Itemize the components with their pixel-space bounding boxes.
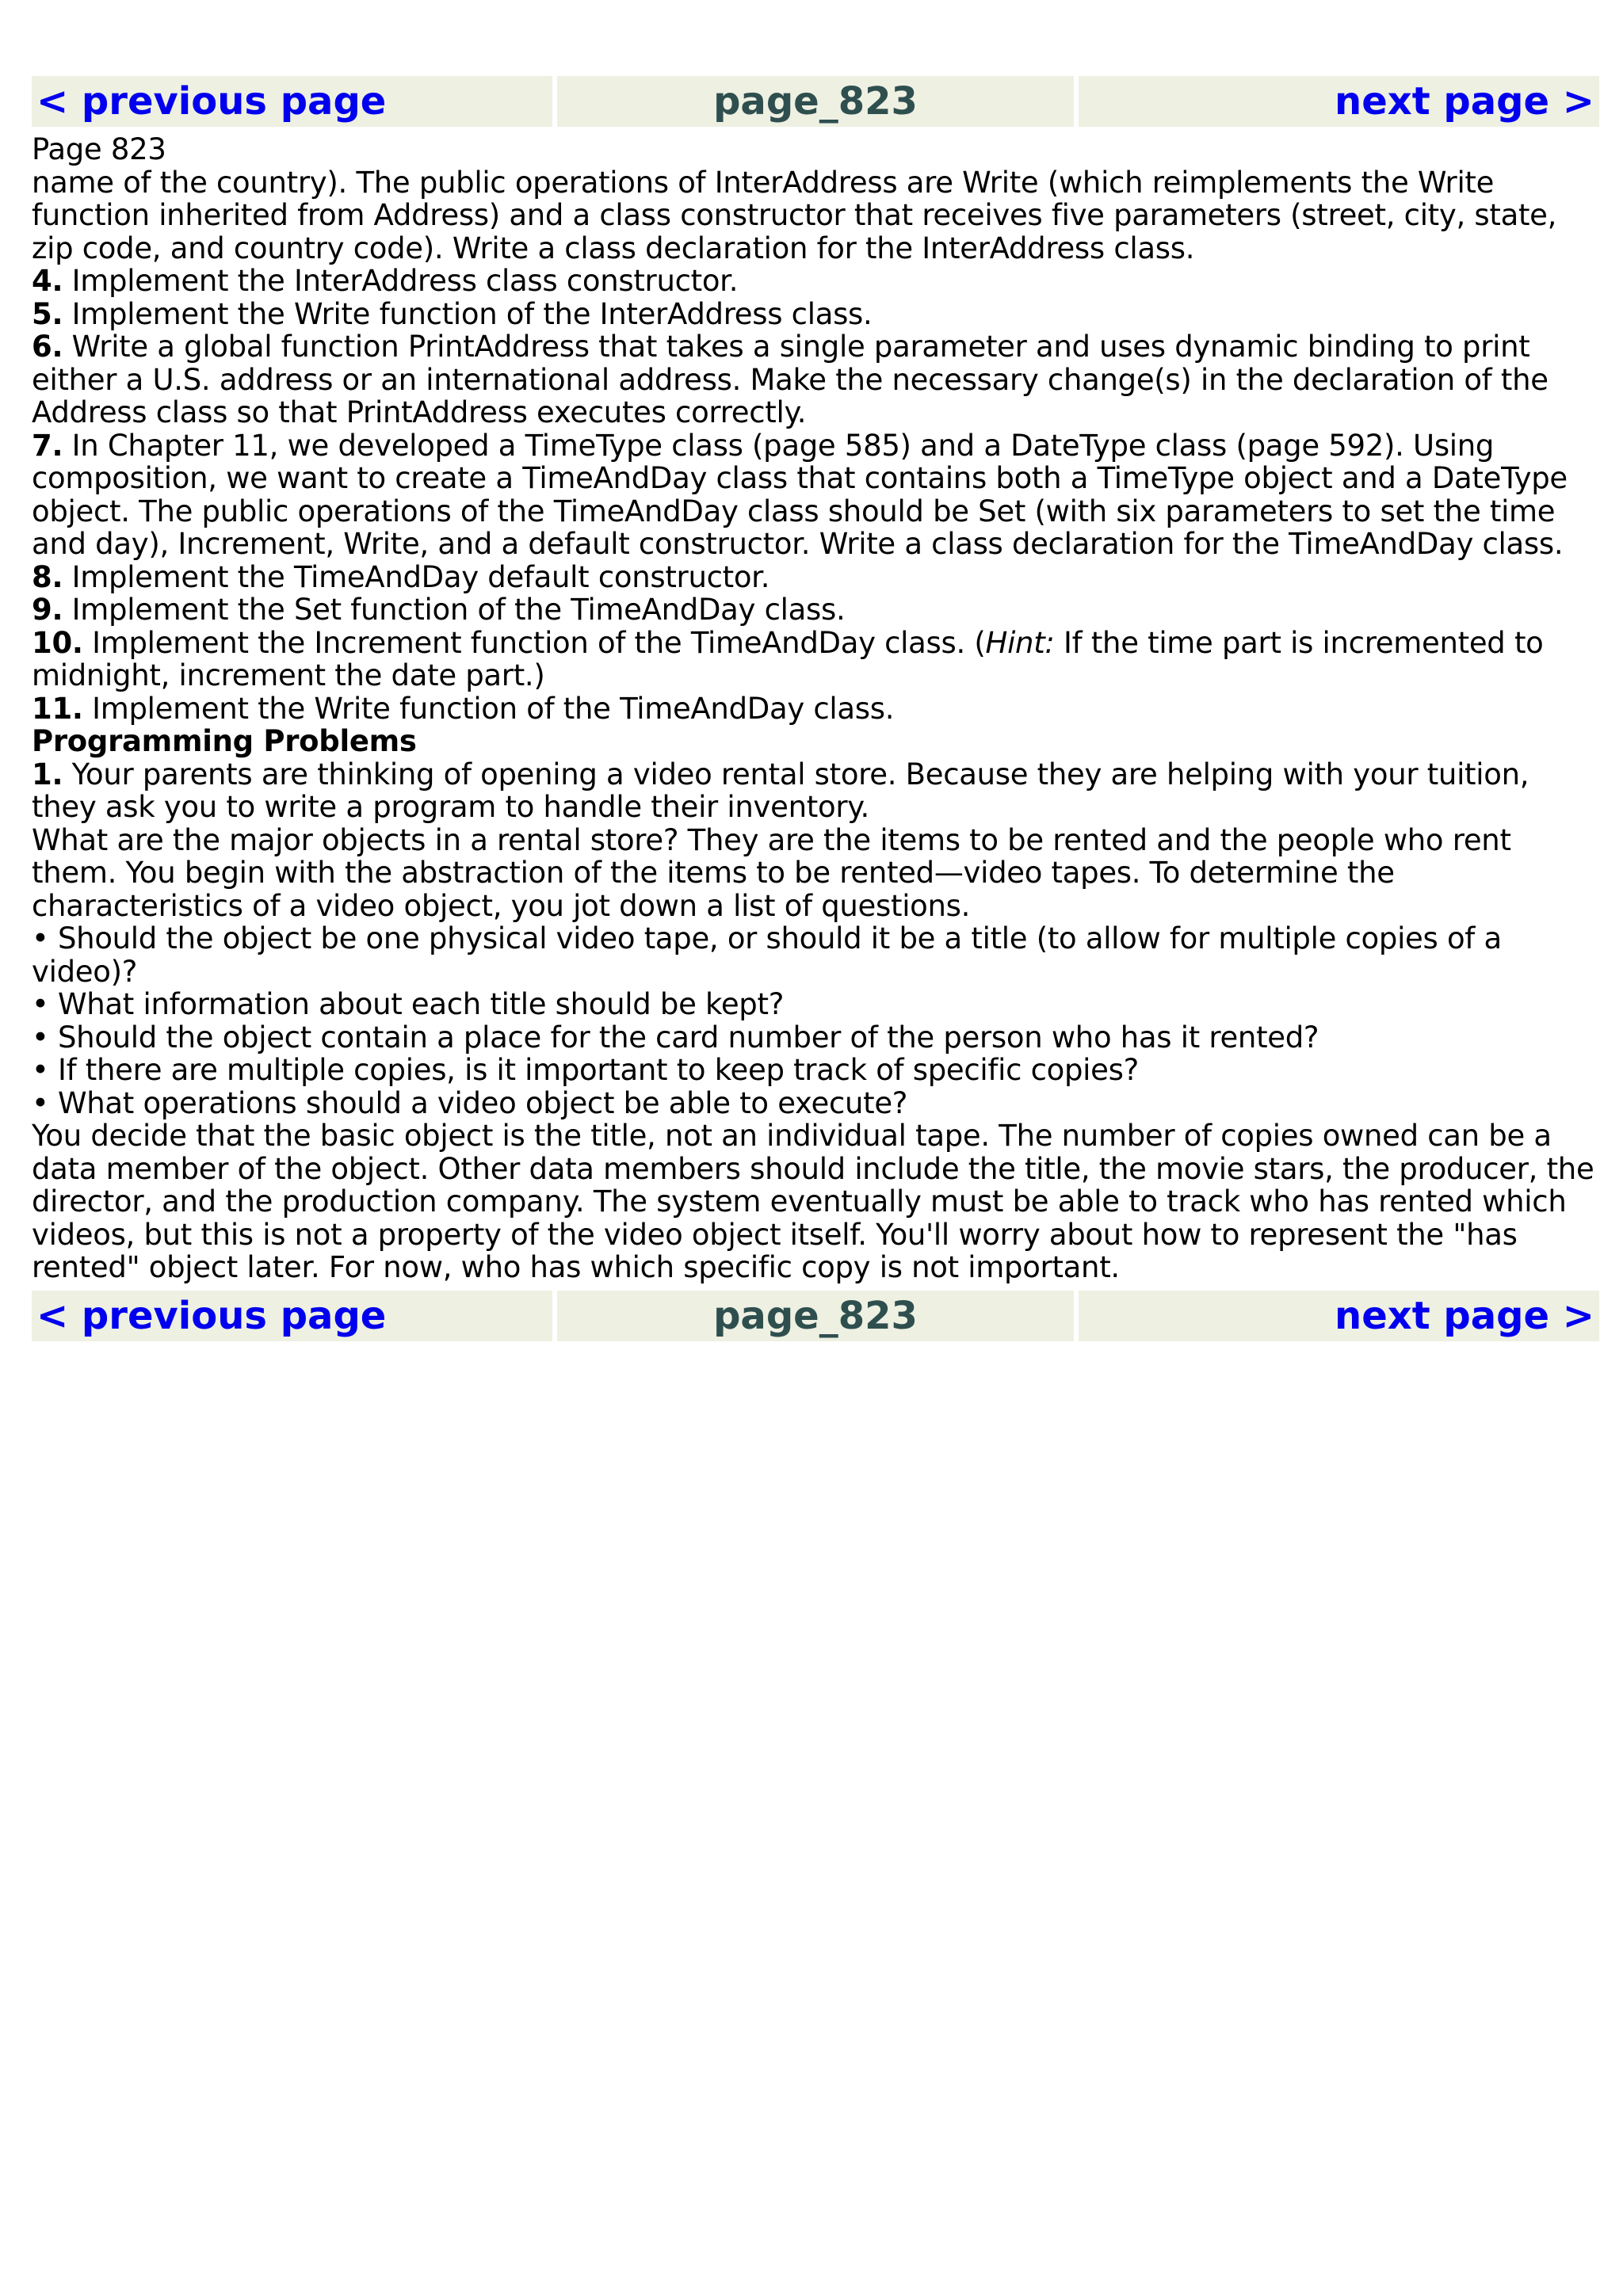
exercise-number: 5. xyxy=(32,296,63,331)
exercise-text: Implement the InterAddress class constructor. xyxy=(63,264,739,298)
top-navigation-bar xyxy=(32,76,1599,127)
bottom-nav-previous-cell xyxy=(32,1291,552,1341)
bullet-item: • Should the object contain a place for the card number of the person who has it rented? xyxy=(32,1020,1319,1055)
bullet-item: • What operations should a video object be able to execute? xyxy=(32,1085,908,1120)
intro-paragraph: name of the country). The public operations of InterAddress are Write (which reimplements the Write function inherited from Address) and a class constructor that receives five parameters (street, city, state, zip code, and country code). Write a class declaration for the InterAddress class. xyxy=(32,165,1557,265)
bullet-item: • Should the object be one physical video tape, or should it be a title (to allow for multiple copies of a video)? xyxy=(32,921,1502,989)
exercise-number: 4. xyxy=(32,264,63,298)
exercise-text: Write a global function PrintAddress that takes a single parameter and uses dynamic binding to print either a U.S. address or an international address. Make the necessary change(s) in the declaration of the Address class so that PrintAddress executes correctly. xyxy=(32,330,1549,429)
top-next-page-link[interactable]: next page > xyxy=(1335,79,1594,124)
exercise-10 xyxy=(32,627,1599,692)
exercise-text: Implement the Set function of the TimeAndDay class. xyxy=(63,593,846,627)
exercise-number: 7. xyxy=(32,428,63,463)
top-nav-title-cell xyxy=(557,76,1073,127)
exercise-6 xyxy=(32,330,1599,429)
exercise-text: Implement the TimeAndDay default constructor. xyxy=(63,559,770,594)
exercise-4 xyxy=(32,265,1599,298)
page-content xyxy=(32,127,1599,1291)
bottom-nav-title-cell xyxy=(557,1291,1073,1341)
exercise-8 xyxy=(32,561,1599,594)
exercise-text: Implement the Write function of the InterAddress class. xyxy=(63,296,873,331)
top-page-name: page_823 xyxy=(713,79,918,124)
exercise-7 xyxy=(32,429,1599,561)
problem-text: Your parents are thinking of opening a video rental store. Because they are helping with your tuition, they ask you to write a program to handle their inventory. xyxy=(32,757,1529,824)
bullet-item: • What information about each title should be kept? xyxy=(32,987,785,1021)
page xyxy=(32,76,1599,1341)
programming-problems-heading: Programming Problems xyxy=(32,724,417,758)
exercise-5 xyxy=(32,298,1599,331)
bottom-previous-page-link[interactable]: < previous page xyxy=(36,1293,387,1338)
exercise-text: In Chapter 11, we developed a TimeType class (page 585) and a DateType class (page 592). Using composition, we want to create a TimeAndDay class that contains both a TimeType object and a DateType object. The public operations of the TimeAndDay class should be Set (with six parameters to set the time and day), Increment, Write, and a default constructor. Write a class declaration for the TimeAndDay class. xyxy=(32,428,1568,561)
exercise-text: Implement the Increment function of the TimeAndDay class. ( xyxy=(82,625,986,660)
exercise-number: 9. xyxy=(32,593,63,627)
exercise-text-continued: If the time part is incremented to midnight, increment the date part.) xyxy=(32,625,1544,692)
bottom-page-name: page_823 xyxy=(713,1293,918,1338)
bottom-next-page-link[interactable]: next page > xyxy=(1335,1293,1594,1338)
top-nav-previous-cell xyxy=(32,76,552,127)
exercise-11 xyxy=(32,692,1599,726)
hint-label: Hint: xyxy=(985,625,1055,660)
exercise-text: Implement the Write function of the TimeAndDay class. xyxy=(82,691,895,726)
exercise-9 xyxy=(32,593,1599,627)
problem-number: 1. xyxy=(32,757,63,791)
exercise-number: 8. xyxy=(32,559,63,594)
top-nav-next-cell xyxy=(1079,76,1599,127)
exercise-number: 11. xyxy=(32,691,83,726)
decision-paragraph: You decide that the basic object is the title, not an individual tape. The number of copies owned can be a data member of the object. Other data members should include the title, the movie stars, the producer, the director, and the production company. The system eventually must be able to track who has rented which videos, but this is not a property of the video object itself. You'll worry about how to represent the "has rented" object later. For now, who has which specific copy is not important. xyxy=(32,1119,1594,1284)
programming-problem-1 xyxy=(32,758,1599,824)
bottom-navigation-bar xyxy=(32,1291,1599,1341)
bottom-nav-next-cell xyxy=(1079,1291,1599,1341)
top-previous-page-link[interactable]: < previous page xyxy=(36,79,387,124)
page-label: Page 823 xyxy=(32,132,166,166)
exercise-number: 10. xyxy=(32,625,83,660)
bullet-item: • If there are multiple copies, is it important to keep track of specific copies? xyxy=(32,1053,1139,1087)
objects-paragraph: What are the major objects in a rental store? They are the items to be rented and the people who rent them. You begin with the abstraction of the items to be rented—video tapes. To determine the characteristics of a video object, you jot down a list of questions. xyxy=(32,822,1511,923)
exercise-number: 6. xyxy=(32,330,63,364)
